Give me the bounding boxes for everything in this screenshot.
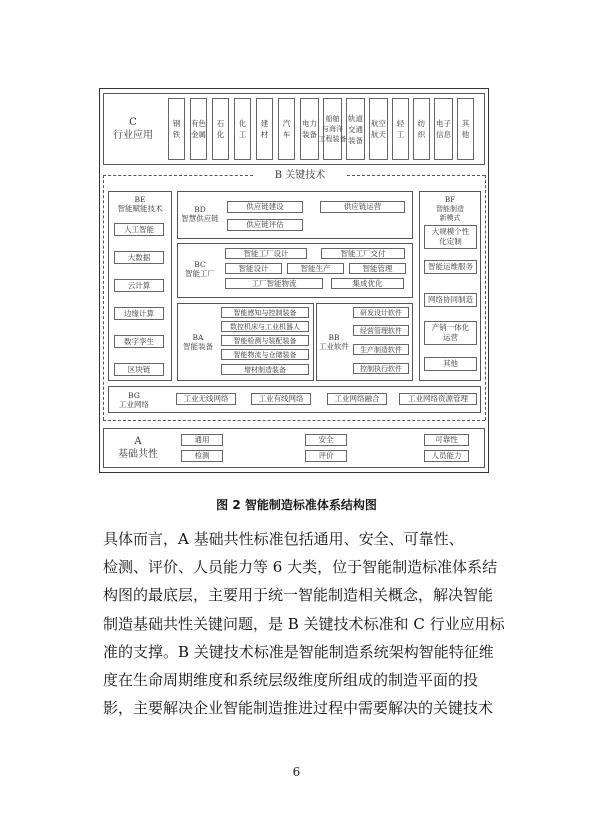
ba-item-additive: 增材制造装备: [221, 364, 309, 375]
be-item-digital-twin: 数字孪生: [114, 335, 164, 348]
bd-item-construction: 供应链建设: [227, 201, 303, 213]
paragraph-line: 制造基础共性关键问题，是 B 关键技术标准和 C 行业应用标: [103, 614, 505, 633]
b-bottom-dash: [103, 420, 485, 421]
bc-title: BC 智能工厂: [185, 260, 215, 278]
industry-textile: 纺 织: [413, 98, 430, 160]
bd-title: BD 智慧供应链: [181, 205, 219, 223]
industry-aerospace: 航空 航天: [369, 98, 388, 160]
be-item-ai: 人工智能: [114, 223, 164, 236]
bb-item-mes: 生产制造软件: [353, 344, 409, 355]
be-item-blockchain: 区块链: [114, 363, 164, 376]
be-item-big-data: 大数据: [114, 251, 164, 264]
paragraph-line: 检测、评价、人员能力等 6 大类，位于智能制造标准体系结: [103, 558, 498, 577]
bd-item-operation: 供应链运营: [320, 201, 405, 213]
industry-other: 其 他: [457, 98, 474, 160]
bg-item-wireless: 工业无线网络: [176, 393, 236, 405]
bf-item-networked-manufacturing: 网络协同制造: [424, 293, 477, 307]
bg-item-wired: 工业有线网络: [251, 393, 311, 405]
ba-item-cnc-robots: 数控机床与工业机器人: [221, 321, 309, 332]
figure-caption: 图 2 智能制造标准体系结构图: [216, 498, 377, 512]
bc-item-production: 智能生产: [287, 263, 344, 274]
industry-chemical: 化 工: [234, 98, 251, 160]
bc-item-integration: 集成优化: [331, 278, 404, 289]
bf-item-production-sales: 产销一体化 运营: [424, 321, 477, 345]
a-item-general: 通用: [181, 434, 223, 446]
a-item-evaluation: 评价: [305, 450, 347, 462]
industry-building-materials: 建 材: [256, 98, 273, 160]
ba-item-sensing-control: 智能感知与控制装备: [221, 307, 309, 318]
a-row-label: A 基础共性: [118, 436, 158, 460]
bc-item-factory-design: 智能工厂设计: [225, 248, 307, 259]
industry-auto: 汽 车: [278, 98, 295, 160]
industry-nonferrous: 有色 金属: [190, 98, 207, 160]
a-item-reliability: 可靠性: [424, 434, 469, 446]
bf-item-maintenance-service: 智能运维服务: [424, 260, 477, 274]
bc-item-logistics: 工厂智能物流: [225, 278, 323, 289]
industry-steel: 钢 铁: [168, 98, 185, 160]
bc-item-design: 智能设计: [225, 263, 282, 274]
a-item-safety: 安全: [305, 434, 347, 446]
bg-title: BG 工业网络: [119, 391, 149, 409]
page-number: 6: [292, 765, 301, 779]
be-item-cloud: 云计算: [114, 279, 164, 292]
industry-electronics: 电子 信息: [434, 98, 453, 160]
a-item-testing: 检测: [181, 450, 223, 462]
be-item-edge: 边缘计算: [114, 307, 164, 320]
bf-item-other: 其他: [424, 357, 477, 371]
bb-item-control-exec: 控制执行软件: [353, 363, 409, 374]
b-left-dash: [103, 175, 104, 420]
paragraph-line: 具体而言，A 基础共性标准包括通用、安全、可靠性、: [103, 530, 464, 548]
industry-rail-transit: 轨道 交通 装备: [346, 98, 365, 160]
industry-petrochem: 石 化: [212, 98, 229, 160]
b-right-dash: [485, 175, 486, 420]
industry-light-industry: 轻 工: [392, 98, 409, 160]
paragraph-line: 构图的最底层，主要用于统一智能制造相关概念，解决智能: [103, 586, 494, 605]
ba-item-logistics-warehouse: 智能物流与仓储装备: [221, 349, 309, 360]
bc-item-factory-delivery: 智能工厂交付: [321, 248, 405, 259]
bb-title: BB 工业软件: [319, 333, 349, 351]
bc-item-management: 智能管理: [349, 263, 406, 274]
bf-item-mass-customization: 大规模个性 化定制: [424, 225, 477, 249]
ba-title: BA 智能装备: [183, 333, 213, 351]
paragraph-line: 影，主要解决企业智能制造推进过程中需要解决的关键技术: [103, 699, 494, 718]
bg-item-fusion: 工业网络融合: [327, 393, 387, 405]
bd-item-evaluation: 供应链评估: [227, 219, 303, 231]
bb-item-business-mgmt: 经营管理软件: [353, 325, 409, 336]
b-top-dash-left: [103, 175, 253, 176]
b-top-dash-right: [347, 175, 485, 176]
c-row-label: C 行业应用: [113, 117, 153, 141]
industry-shipbuilding: 船舶 与海洋 工程装备: [323, 98, 342, 160]
a-item-personnel: 人员能力: [424, 450, 469, 462]
paragraph-line: 准的支撑。B 关键技术标准是智能制造系统架构智能特征维: [103, 642, 494, 661]
bg-item-resource-mgmt: 工业网络资源管理: [399, 393, 477, 405]
ba-item-inspection-assembly: 智能检测与装配装备: [221, 335, 309, 346]
b-label: B 关键技术: [274, 170, 326, 181]
paragraph-line: 度在生命周期维度和系统层级维度所组成的制造平面的投: [103, 671, 479, 690]
be-title: BE 智能赋能技术: [117, 195, 163, 213]
bb-item-rd-design: 研发设计软件: [353, 307, 409, 318]
bf-title: BF 智能制造 新模式: [436, 195, 464, 222]
industry-power-equipment: 电力 装备: [300, 98, 319, 160]
body-paragraph: [103, 525, 523, 722]
